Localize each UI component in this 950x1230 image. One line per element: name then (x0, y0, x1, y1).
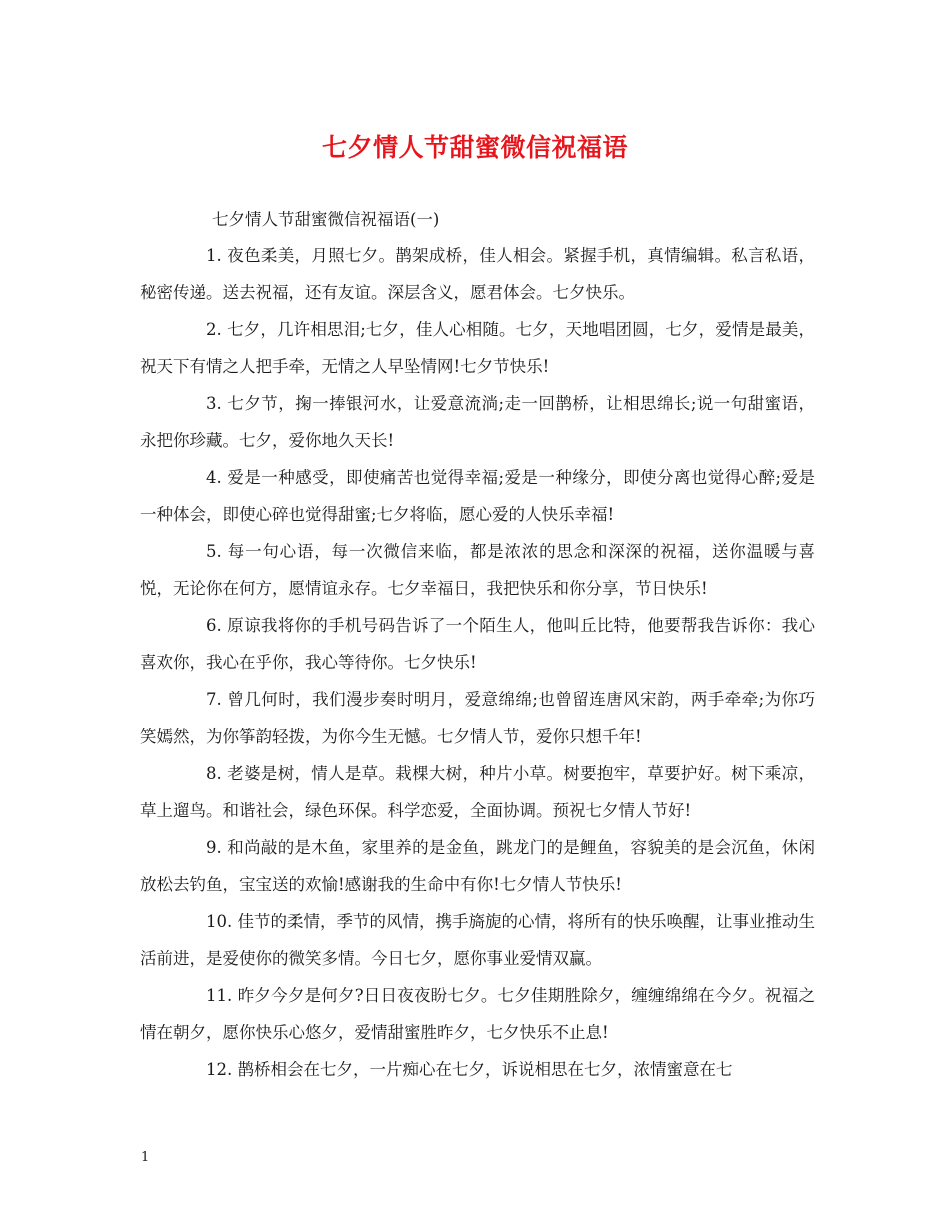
page-title: 七夕情人节甜蜜微信祝福语 (321, 133, 628, 162)
paragraph-1: 1. 夜色柔美，月照七夕。鹊架成桥，佳人相会。紧握手机，真情编辑。私言私语，秘密传递。送去祝福，还有友谊。深层含义，愿君体会。七夕快乐。 (140, 246, 815, 302)
section-subtitle: 七夕情人节甜蜜微信祝福语(一) (212, 210, 440, 229)
paragraph-9: 9. 和尚敲的是木鱼，家里养的是金鱼，跳龙门的是鲤鱼，容貌美的是会沉鱼，休闲放松去钓鱼，宝宝送的欢愉!感谢我的生命中有你!七夕情人节快乐! (140, 838, 815, 894)
body-text (140, 237, 815, 1088)
paragraph-7: 7. 曾几何时，我们漫步奏时明月，爱意绵绵;也曾留连唐风宋韵，两手牵牵;为你巧笑嫣然，为你筝韵轻拨，为你今生无憾。七夕情人节，爱你只想千年! (140, 690, 815, 746)
paragraph-5: 5. 每一句心语，每一次微信来临，都是浓浓的思念和深深的祝福，送你温暖与喜悦，无论你在何方，愿情谊永存。七夕幸福日，我把快乐和你分享，节日快乐! (140, 542, 815, 598)
page-number: 1 (141, 1150, 150, 1165)
paragraph-2: 2. 七夕，几许相思泪;七夕，佳人心相随。七夕，天地唱团圆，七夕，爱情是最美，祝天下有情之人把手牵，无情之人早坠情网!七夕节快乐! (140, 320, 815, 376)
paragraph-6: 6. 原谅我将你的手机号码告诉了一个陌生人，他叫丘比特，他要帮我告诉你：我心喜欢你，我心在乎你，我心等待你。七夕快乐! (140, 616, 815, 672)
paragraph-3: 3. 七夕节，掬一捧银河水，让爱意流淌;走一回鹊桥，让相思绵长;说一句甜蜜语，永把你珍藏。七夕，爱你地久天长! (140, 394, 815, 450)
paragraph-10: 10. 佳节的柔情，季节的风情，携手旖旎的心情，将所有的快乐唤醒，让事业推动生活前进，是爱使你的微笑多情。今日七夕，愿你事业爱情双赢。 (140, 912, 815, 968)
paragraph-4: 4. 爱是一种感受，即使痛苦也觉得幸福;爱是一种缘分，即使分离也觉得心醉;爱是一种体会，即使心碎也觉得甜蜜;七夕将临，愿心爱的人快乐幸福! (140, 468, 815, 524)
paragraph-8: 8. 老婆是树，情人是草。栽棵大树，种片小草。树要抱牢，草要护好。树下乘凉，草上遛鸟。和谐社会，绿色环保。科学恋爱，全面协调。预祝七夕情人节好! (140, 764, 815, 820)
paragraph-12: 12. 鹊桥相会在七夕，一片痴心在七夕，诉说相思在七夕，浓情蜜意在七 (206, 1060, 733, 1079)
paragraph-11: 11. 昨夕今夕是何夕?日日夜夜盼七夕。七夕佳期胜除夕，缠缠绵绵在今夕。祝福之情在朝夕，愿你快乐心悠夕，爱情甜蜜胜昨夕，七夕快乐不止息! (140, 986, 815, 1042)
